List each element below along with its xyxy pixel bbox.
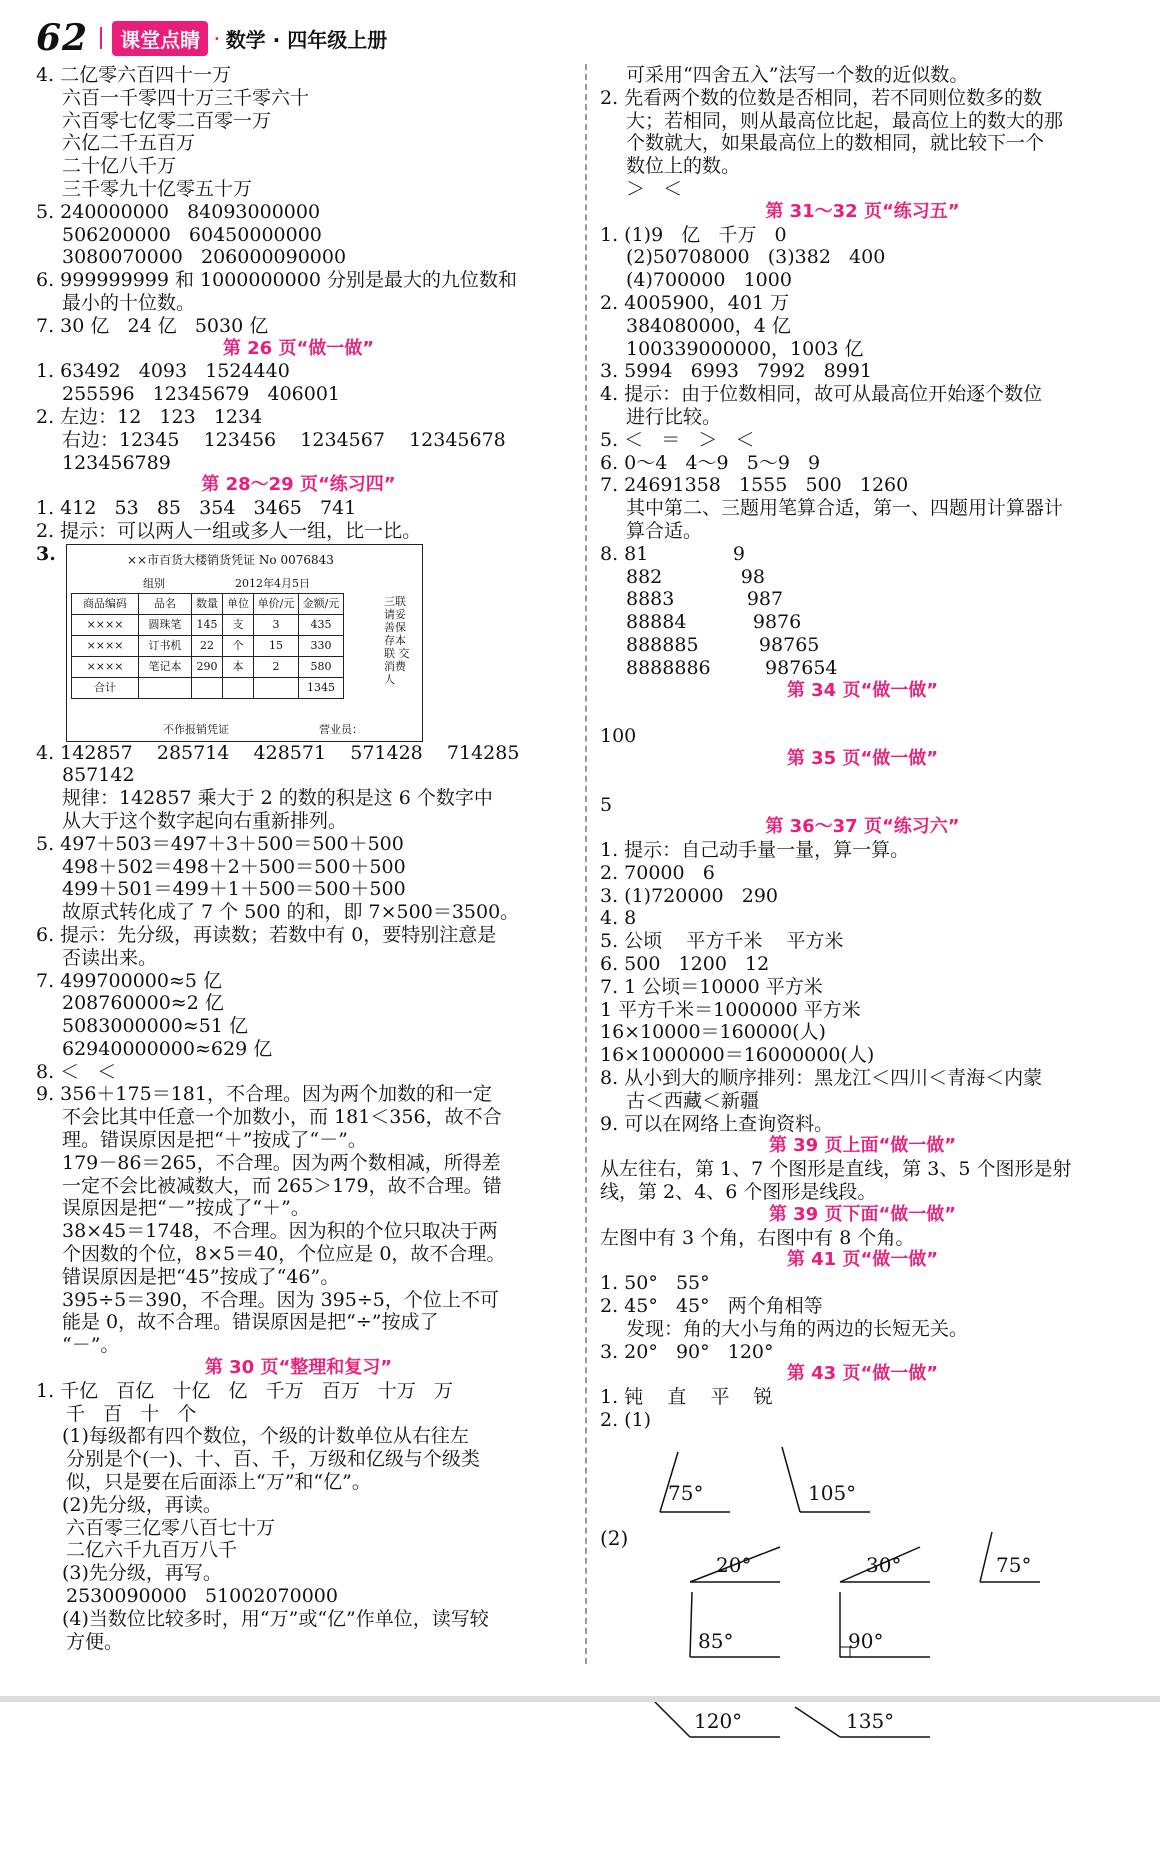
answer-line: (1)每级都有四个数位，个级的计数单位从右往左: [62, 1425, 469, 1448]
answer-line: 8. 从小到大的顺序排列：黑龙江＜四川＜青海＜内蒙: [600, 1067, 1043, 1090]
answer-line: 从大于这个数字起向右重新排列。: [62, 809, 348, 832]
receipt-cell: 22: [192, 635, 223, 656]
receipt-table: [71, 593, 344, 699]
angle-label: 105°: [808, 1480, 857, 1505]
receipt-header-cell: 品名: [139, 593, 192, 614]
answer-line: 9. 356＋175＝181，不合理。因为两个加数的和一定: [36, 1083, 492, 1106]
answer-line: 5. 240000000 84093000000: [36, 200, 321, 223]
answer-line: 3. (1)720000 290: [600, 884, 778, 907]
right-column: [600, 64, 1125, 1872]
left-column: [36, 64, 561, 1653]
angle-ray: [795, 1707, 840, 1737]
receipt-row: [72, 635, 344, 656]
receipt-date-row: [73, 577, 310, 591]
receipt-cell: 笔记本: [139, 656, 192, 677]
answer-line: 似，只是要在后面添上“万”和“亿”。: [66, 1471, 371, 1494]
answer-line: 其中第二、三题用笔算合适，第一、四题用计算器计: [626, 497, 1064, 520]
receipt-cell: 290: [192, 656, 223, 677]
angle-label: 90°: [848, 1628, 884, 1653]
receipt-header-cell: 金额/元: [299, 593, 344, 614]
answer-line: 能是 0，故不合理。错误原因是把“÷”按成了: [62, 1311, 439, 1334]
sales-receipt: [66, 544, 423, 742]
receipt-cell: 145: [192, 614, 223, 635]
answer-line: [600, 702, 1125, 725]
answer-line: 否读出来。: [62, 946, 158, 969]
receipt-cell: [192, 677, 223, 698]
answer-line: 2. 左边：12 123 1234: [36, 405, 263, 428]
receipt-cell: ××××: [72, 656, 139, 677]
section-heading: 第 39 页上面“做一做”: [768, 1135, 957, 1157]
header-divider: [100, 27, 102, 49]
answer-line: 六百零三亿零八百七十万: [66, 1516, 276, 1539]
answer-line: 理。错误原因是把“＋”按成了“－”。: [62, 1129, 367, 1152]
angle-ray: [782, 1447, 800, 1512]
answer-line: 499＋501＝499＋1＋500＝500＋500: [62, 878, 406, 901]
receipt-cell: 330: [299, 635, 344, 656]
page-number: 62: [36, 17, 89, 59]
answer-line: 7. 24691358 1555 500 1260: [600, 474, 909, 497]
receipt-cell: ××××: [72, 614, 139, 635]
angle-figures: [600, 1432, 1125, 1872]
answer-line: 506200000 60450000000: [62, 223, 322, 246]
answer-line: ＞ ＜: [626, 177, 683, 200]
receipt-cell: 个: [223, 635, 254, 656]
answer-line: 38×45＝1748，不合理。因为积的个位只取决于两: [62, 1220, 498, 1243]
answer-line: 个数就大，如果最高位上的数相同，就比较下一个: [626, 132, 1045, 155]
receipt-cell: 圆珠笔: [139, 614, 192, 635]
angle-label: 20°: [716, 1552, 752, 1577]
answer-line: 大；若相同，则从最高位比起，最高位上的数大的那: [626, 109, 1064, 132]
receipt-cell: 订书机: [139, 635, 192, 656]
book-badge: 课堂点睛: [112, 21, 208, 56]
answer-line: 六亿二千五百万: [62, 132, 196, 155]
section-heading: 第 41 页“做一做”: [786, 1249, 939, 1271]
section-heading: 第 28～29 页“练习四”: [201, 474, 396, 496]
page-header: [36, 16, 387, 60]
section-heading: 第 39 页下面“做一做”: [768, 1203, 957, 1225]
section-heading: 第 36～37 页“练习六”: [765, 816, 960, 838]
answer-line: (3)先分级，再写。: [62, 1562, 222, 1585]
receipt-date: 2012年4月5日: [235, 576, 310, 590]
answer-line: 4. 142857 285714 428571 571428 714285: [36, 741, 520, 764]
answer-line: 9. 可以在网络上查询资料。: [600, 1112, 834, 1135]
receipt-cell: 1345: [299, 677, 344, 698]
answer-line: 3080070000 206000090000: [62, 246, 347, 269]
answer-line: 2. 4005900，401 万: [600, 291, 790, 314]
section-heading: 第 35 页“做一做”: [786, 747, 939, 769]
receipt-cell: 本: [223, 656, 254, 677]
answer-line: 4. 二亿零六百四十一万: [36, 64, 232, 86]
answer-line: 3. 20° 90° 120°: [600, 1340, 774, 1363]
answer-line: 二亿六千九百万八千: [66, 1539, 238, 1562]
answer-line: [600, 771, 1125, 794]
answer-line: 882 98: [626, 565, 765, 588]
angle-label: 75°: [668, 1480, 704, 1505]
section-heading: 第 34 页“做一做”: [786, 679, 939, 701]
answer-line: 8883 987: [626, 588, 784, 611]
angle-label: 120°: [694, 1708, 743, 1733]
angle-label: 75°: [996, 1552, 1032, 1577]
answer-line: (2)50708000 (3)382 400: [626, 246, 886, 269]
answer-line: 2. 提示：可以两人一组或多人一组，比一比。: [36, 519, 422, 542]
angle-label: 135°: [846, 1708, 895, 1733]
receipt-header-row: [72, 593, 344, 614]
receipt-footer-right: 营业员：: [319, 722, 363, 736]
answer-line: 498＋502＝498＋2＋500＝500＋500: [62, 855, 406, 878]
answer-line: 6. 999999999 和 1000000000 分别是最大的九位数和: [36, 269, 517, 292]
answer-line: 5: [600, 793, 613, 816]
receipt-header-cell: 单价/元: [254, 593, 299, 614]
answer-line: 8. 81 9: [600, 542, 745, 565]
receipt-cell: 15: [254, 635, 299, 656]
receipt-cell: ××××: [72, 635, 139, 656]
answer-line: 4. 8: [600, 907, 637, 930]
angle-ray: [650, 1697, 690, 1737]
answer-line: 误原因是把“－”按成了“＋”。: [62, 1197, 310, 1220]
receipt-header-cell: 数量: [192, 593, 223, 614]
answer-line: 3. 5994 6993 7992 8991: [600, 360, 872, 383]
answer-line: 208760000≈2 亿: [62, 992, 224, 1015]
answer-line: 8. ＜ ＜: [36, 1060, 117, 1083]
answer-line: 1. 钝 直 平 锐: [600, 1386, 773, 1409]
receipt-cell: 435: [299, 614, 344, 635]
answer-line: 6. 提示：先分级，再读数；若数中有 0，要特别注意是: [36, 923, 497, 946]
answer-line: 1. 412 53 85 354 3465 741: [36, 497, 357, 520]
answer-line: 发现：角的大小与角的两边的长短无关。: [626, 1317, 969, 1340]
page-bottom-bar: [0, 1696, 1160, 1702]
answer-line: 一定不会比被减数大，而 265＞179，故不合理。错: [62, 1174, 502, 1197]
subject-title: 数学 · 四年级上册: [225, 27, 388, 52]
receipt-cell: [139, 677, 192, 698]
receipt-cell: [223, 677, 254, 698]
answer-line: 三千零九十亿零五十万: [62, 177, 253, 200]
receipt-row: [72, 614, 344, 635]
answer-line: 古＜西藏＜新疆: [626, 1089, 760, 1112]
answer-line: 6. 0～4 4～9 5～9 9: [600, 451, 821, 474]
answer-line: (4)当数位比较多时，用“万”或“亿”作单位，读写较: [62, 1607, 489, 1630]
angle-ray: [980, 1532, 992, 1582]
answer-line: 规律：142857 乘大于 2 的数的积是这 6 个数字中: [62, 787, 493, 810]
answer-line: 1. 50° 55°: [600, 1272, 710, 1295]
answer-line: 888885 98765: [626, 633, 820, 656]
receipt-cell: 支: [223, 614, 254, 635]
answer-line: 2. 先看两个数的位数是否相同，若不同则位数多的数: [600, 86, 1043, 109]
answer-line: 5083000000≈51 亿: [62, 1015, 249, 1038]
answer-line: 2. (1): [600, 1409, 652, 1432]
answer-line: 错误原因是把“45”按成了“46”。: [62, 1265, 340, 1288]
figure-label-2: (2): [600, 1525, 629, 1550]
answer-line: 千 百 十 个: [66, 1402, 197, 1425]
answer-line: 1 平方千米＝1000000 平方米: [600, 998, 861, 1021]
section-heading: 第 31～32 页“练习五”: [765, 200, 960, 222]
section-heading: 第 43 页“做一做”: [786, 1363, 939, 1385]
answer-line: 6. 500 1200 12: [600, 953, 770, 976]
receipt-header-cell: 商品编码: [72, 593, 139, 614]
angle-ray: [690, 1592, 692, 1657]
answer-line: 算合适。: [626, 519, 703, 542]
answer-line: 分别是个(一)、十、百、千，万级和亿级与个级类: [66, 1448, 480, 1471]
answer-line: 二十亿八千万: [62, 155, 177, 178]
answer-line: 8888886 987654: [626, 656, 838, 679]
answer-line: 右边：12345 123456 1234567 12345678: [62, 428, 506, 451]
answer-line: 个因数的个位，8×5＝40，个位应是 0，故不合理。: [62, 1243, 506, 1266]
answer-line: 395÷5＝390，不合理。因为 395÷5，个位上不可: [62, 1288, 499, 1311]
receipt-title: ××市百货大楼销货凭证 No 0076843: [127, 552, 334, 567]
answer-line: 六百零七亿零二百零一万: [62, 109, 272, 132]
answer-line: 六百一千零四十万三千零六十: [62, 86, 310, 109]
answer-line: 857142: [62, 764, 135, 787]
answer-line: 方便。: [66, 1630, 124, 1653]
answer-line: 255596 12345679 406001: [62, 383, 341, 406]
angle-label: 85°: [698, 1628, 734, 1653]
answer-line: 384080000，4 亿: [626, 314, 791, 337]
answer-line: 1. 千亿 百亿 十亿 亿 千万 百万 十万 万: [36, 1379, 453, 1402]
answer-line: 1. (1)9 亿 千万 0: [600, 223, 787, 246]
receipt-footer-left: 不作报销凭证: [163, 722, 229, 736]
header-dot: ·: [214, 28, 220, 48]
receipt-side-note: 三联 请妥善保存本联 交消费人: [384, 594, 410, 686]
answer-line: 可采用“四舍五入”法写一个数的近似数。: [626, 64, 969, 86]
answer-line: 5. 公顷 平方千米 平方米: [600, 930, 844, 953]
receipt-cell: 580: [299, 656, 344, 677]
answer-line: 2. 70000 6: [600, 861, 715, 884]
receipt-cell: 合计: [72, 677, 139, 698]
receipt-cell: [254, 677, 299, 698]
answer-line: 从左往右，第 1、7 个图形是直线，第 3、5 个图形是射: [600, 1158, 1072, 1181]
section-heading: 第 30 页“整理和复习”: [204, 1357, 393, 1379]
answer-line: 16×1000000＝16000000(人): [600, 1044, 875, 1067]
answer-line: 5. 497＋503＝497＋3＋500＝500＋500: [36, 832, 404, 855]
answer-line: 7. 30 亿 24 亿 5030 亿: [36, 314, 269, 337]
answer-line: 4. 提示：由于位数相同，故可从最高位开始逐个数位: [600, 383, 1043, 406]
answer-line: 3.: [36, 542, 56, 565]
answer-line: “－”。: [62, 1334, 120, 1357]
receipt-cell: 2: [254, 656, 299, 677]
receipt-cell: 3: [254, 614, 299, 635]
section-heading: 第 26 页“做一做”: [222, 337, 375, 359]
answer-line: 1. 提示：自己动手量一量，算一算。: [600, 839, 910, 862]
answer-line: 7. 499700000≈5 亿: [36, 969, 223, 992]
angle-label: 30°: [866, 1552, 902, 1577]
answer-line: 2. 45° 45° 两个角相等: [600, 1295, 823, 1318]
answer-line: 故原式转化成了 7 个 500 的和，即 7×500＝3500。: [62, 901, 520, 924]
answer-line: 5. ＜ ＝ ＞ ＜: [600, 428, 755, 451]
answer-line: (2)先分级，再读。: [62, 1493, 222, 1516]
answer-line: 2530090000 51002070000: [66, 1585, 338, 1608]
answer-line: 左图中有 3 个角，右图中有 8 个角。: [600, 1226, 915, 1249]
answer-line: 数位上的数。: [626, 155, 741, 178]
receipt-group: 组别: [143, 576, 165, 590]
receipt-row: [72, 677, 344, 698]
answer-line: 100339000000，1003 亿: [626, 337, 864, 360]
answer-line: 7. 1 公顷＝10000 平方米: [600, 975, 823, 998]
answer-line: (4)700000 1000: [626, 269, 792, 292]
column-divider: [585, 64, 587, 1664]
receipt-header-cell: 单位: [223, 593, 254, 614]
answer-line: 100: [600, 725, 637, 748]
answer-line: 88884 9876: [626, 611, 802, 634]
answer-line: 最小的十位数。: [62, 291, 196, 314]
receipt-footer: [73, 723, 363, 737]
receipt-row: [72, 656, 344, 677]
answer-line: 123456789: [62, 451, 171, 474]
answer-line: 进行比较。: [626, 405, 722, 428]
answer-line: 不会比其中任意一个加数小，而 181＜356，故不合: [62, 1106, 502, 1129]
answer-line: 62940000000≈629 亿: [62, 1037, 273, 1060]
answer-line: 16×10000＝160000(人): [600, 1021, 826, 1044]
answer-line: 1. 63492 4093 1524440: [36, 360, 290, 383]
answer-line: 179－86＝265，不合理。因为两个数相减，所得差: [62, 1151, 501, 1174]
answer-line: 线，第 2、4、6 个图形是线段。: [600, 1181, 877, 1204]
